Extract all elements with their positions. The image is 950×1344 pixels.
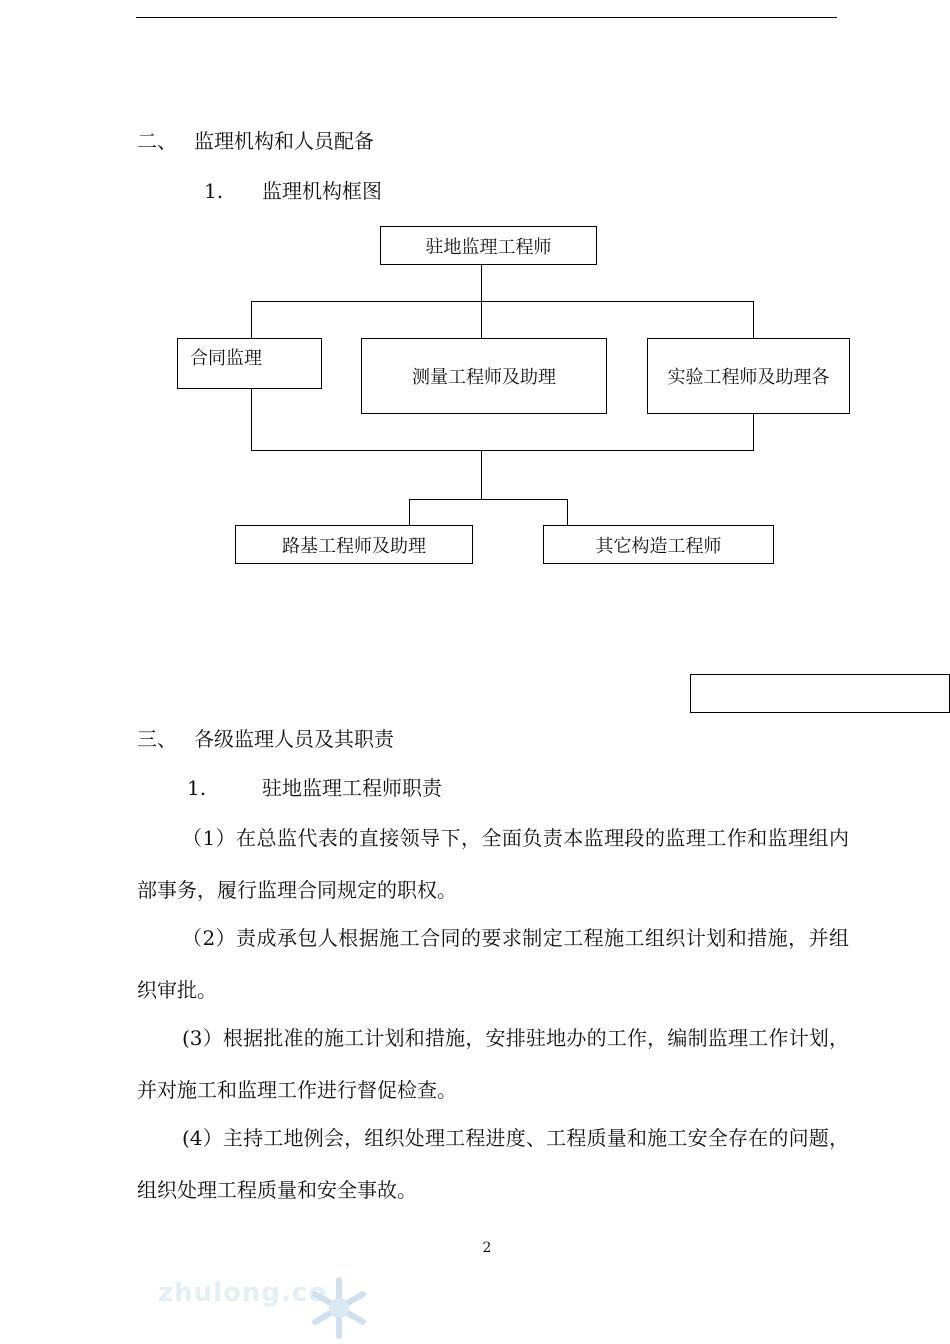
watermark-text: zhulong.co — [158, 1278, 328, 1308]
section-2-title: 监理机构和人员配备 — [194, 129, 374, 153]
connector-branch-bar — [251, 301, 754, 302]
org-box-lab: 实验工程师及助理各 — [647, 338, 850, 414]
subsection-3-1-number: 1. — [187, 776, 207, 800]
connector-lower-bar — [409, 499, 568, 500]
section-3-number: 三、 — [137, 727, 177, 751]
connector-top — [481, 264, 482, 302]
header-rule — [136, 17, 837, 18]
subsection-3-1-title: 驻地监理工程师职责 — [262, 776, 442, 800]
duty-paragraph-4: (4）主持工地例会，组织处理工程进度、工程质量和施工安全存在的问题，组织处理工程质量和安全事故。 — [137, 1126, 849, 1202]
connector-lab-down — [753, 413, 754, 451]
connector-contract-down — [251, 388, 252, 451]
org-box-resident-engineer: 驻地监理工程师 — [380, 226, 597, 265]
section-2-number: 二、 — [137, 129, 177, 153]
connector-lab — [753, 301, 754, 339]
org-box-contract: 合同监理 — [177, 338, 322, 389]
duty-paragraph-3: (3）根据批准的施工计划和措施，安排驻地办的工作，编制监理工作计划，并对施工和监理工作进行督促检查。 — [137, 1026, 849, 1102]
connector-down — [481, 450, 482, 500]
org-box-structure: 其它构造工程师 — [543, 525, 774, 564]
watermark-snowflake-icon — [305, 1274, 373, 1342]
connector-merge-bar — [251, 450, 754, 451]
page-number: 2 — [482, 1240, 492, 1256]
connector-contract — [251, 301, 252, 339]
org-box-roadbed: 路基工程师及助理 — [235, 525, 473, 564]
section-3-title: 各级监理人员及其职责 — [194, 727, 394, 751]
subsection-1-title: 监理机构框图 — [262, 179, 382, 203]
duty-paragraph-2: （2）责成承包人根据施工合同的要求制定工程施工组织计划和措施，并组织审批。 — [137, 926, 849, 1002]
connector-survey — [481, 301, 482, 339]
connector-roadbed — [409, 499, 410, 525]
duty-paragraph-1: （1）在总监代表的直接领导下，全面负责本监理段的监理工作和监理组内部事务，履行监理合同规定的职权。 — [137, 826, 849, 902]
subsection-1-number: 1. — [204, 179, 224, 203]
org-box-survey: 测量工程师及助理 — [361, 338, 607, 414]
connector-structure — [567, 499, 568, 525]
empty-text-box — [690, 674, 950, 713]
